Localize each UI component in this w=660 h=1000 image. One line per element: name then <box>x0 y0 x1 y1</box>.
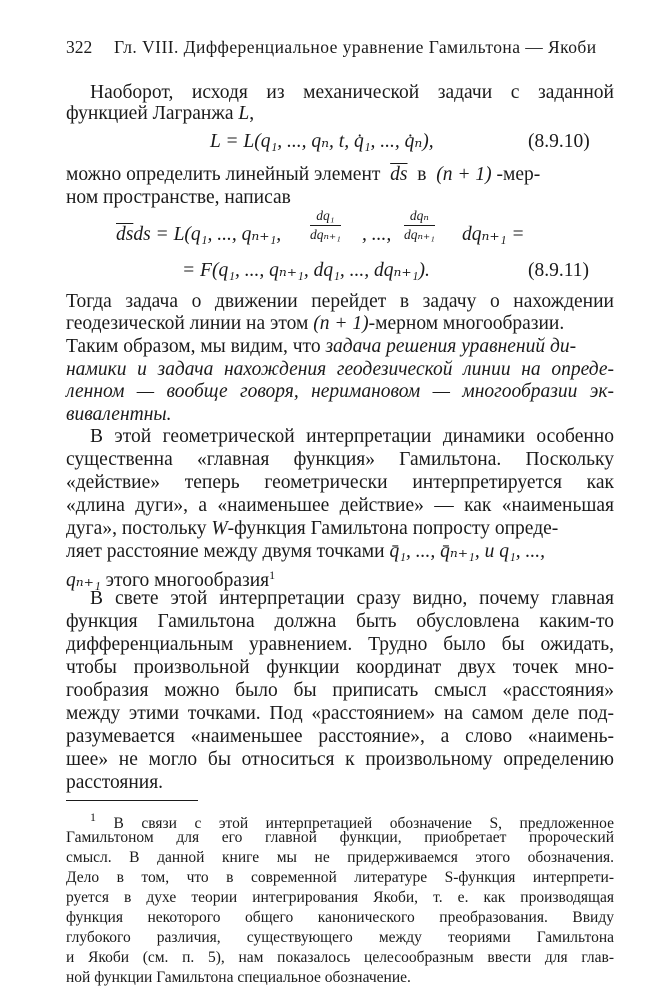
footnote-rule <box>66 800 198 801</box>
eq-ds-left: ds = L(q₁, ..., qₙ₊₁, <box>133 224 282 245</box>
text-line: ном пространстве, написав <box>66 187 291 208</box>
text-line: ленном — вообще говоря, неримановом — многообразии эк- <box>66 381 614 402</box>
footnote-line: Дело в том, что в современной литературе S-функция интерпрети- <box>66 869 614 886</box>
text-line: между этими точками. Под «расстоянием» на самом деле под- <box>66 703 614 724</box>
footnote-line: глубокого различия, существующего между теориями Гамильтона <box>66 929 614 946</box>
text-line: В этой геометрической интерпретации динамики особенно <box>90 426 614 447</box>
footnote-ref: 1 <box>269 568 276 582</box>
text-line: Тогда задача о движении перейдет в задачу о нахождении <box>66 291 614 312</box>
symbol-W: W <box>211 518 228 539</box>
equation-F: = F(q₁, ..., qₙ₊₁, dq₁, ..., dqₙ₊₁). <box>182 260 430 281</box>
text-line: «действие» теперь геометрически интерпретируется как <box>66 472 614 493</box>
equation-ds: $\overline{ds}ds = L(q_1$, ..., qₙ₊₁, <box>116 224 282 245</box>
fraction: dqₙ dqₙ₊₁ <box>404 208 435 242</box>
footnote-line: $^1$ В связи с этой интерпретацией обозначение S, предложенное <box>90 810 614 832</box>
footnote-line: ной функции Гамильтона специальное обозначение. <box>66 969 411 986</box>
text-line: Таким образом, мы видим, что задача решения уравнений ди- <box>66 336 577 357</box>
text-line: геодезической линии на этом (n + 1)-мерном многообразии. <box>66 313 565 334</box>
footnote-line: функция некоторого общего канонического преобразования. Ввиду <box>66 909 614 926</box>
text-line: расстояния. <box>66 772 164 793</box>
footnote-line: руется в духе теории интегрирования Якоби, т. е. как производящая <box>66 889 614 906</box>
footnote-line: Гамильтоном для его главной функции, приобретает пророческий <box>66 829 614 846</box>
text-line: можно определить линейный элемент $\overline{ds}$ в (n + 1) -мер- <box>66 164 541 185</box>
text-line: qₙ₊₁ этого многообразия$^1$ <box>66 568 276 591</box>
text-line: гообразия можно было бы приписать смысл «расстояния» <box>66 680 614 701</box>
equation-number: (8.9.11) <box>528 260 590 281</box>
symbol-L: L <box>238 103 250 124</box>
text-line: дифференциальным уравнением. Трудно было бы ожидать, <box>66 634 614 655</box>
text-line: функцией Лагранжа L, <box>66 103 255 124</box>
text-line: дуга», постольку W-функция Гамильтона попросту опреде- <box>66 518 559 539</box>
text-line: существенна «главная функция» Гамильтона. Поскольку <box>66 449 614 470</box>
text-line: шее» не могло бы относиться к произвольному определению <box>66 749 614 770</box>
equation-number: (8.9.10) <box>528 131 590 152</box>
text-line: чтобы произвольной функции координат двух точек мно- <box>66 657 614 678</box>
text-line: Наоборот, исходя из механической задачи с заданной <box>90 82 614 103</box>
symbol-ds: $\overline{ds}$ <box>390 164 408 185</box>
n-plus-one: (n + 1) <box>436 164 492 185</box>
page-header <box>66 37 614 61</box>
text-line: функция Гамильтона должна быть обусловлена каким-то <box>66 611 614 632</box>
equation-ds-tail: dqₙ₊₁ = <box>462 224 525 245</box>
text-line: разумевается «наименьшее расстояние», а слово «наимень- <box>66 726 614 747</box>
equation-lagrangian: L = L(q₁, ..., qₙ, t, q̇₁, ..., q̇ₙ), <box>210 131 434 152</box>
page-number: 322 <box>66 37 93 57</box>
text-line: намики и задача нахождения геодезической линии на опреде- <box>66 359 614 380</box>
text-line: В свете этой интерпретации сразу видно, почему главная <box>90 588 614 609</box>
text-line: ляет расстояние между двумя точками q̄₁, ..., q̄ₙ₊₁, и q₁, ..., <box>66 541 545 562</box>
footnote-line: смысл. В данной книге мы не придерживаемся этого обозначения. <box>66 849 614 866</box>
text-line: вивалентны. <box>66 404 172 425</box>
equation-separator: , ..., <box>362 224 392 245</box>
fraction: dq₁ dqₙ₊₁ <box>310 208 341 242</box>
footnote-line: и Якоби (см. п. 5), нам показалось целесообразным ввести для глав- <box>66 949 614 966</box>
text-line: «длина дуги», а «наименьшее действие» — как «наименьшая <box>66 495 614 516</box>
footnote-marker: 1 <box>90 810 96 824</box>
running-title: Гл. VIII. Дифференциальное уравнение Гамильтона — Якоби <box>114 37 597 57</box>
